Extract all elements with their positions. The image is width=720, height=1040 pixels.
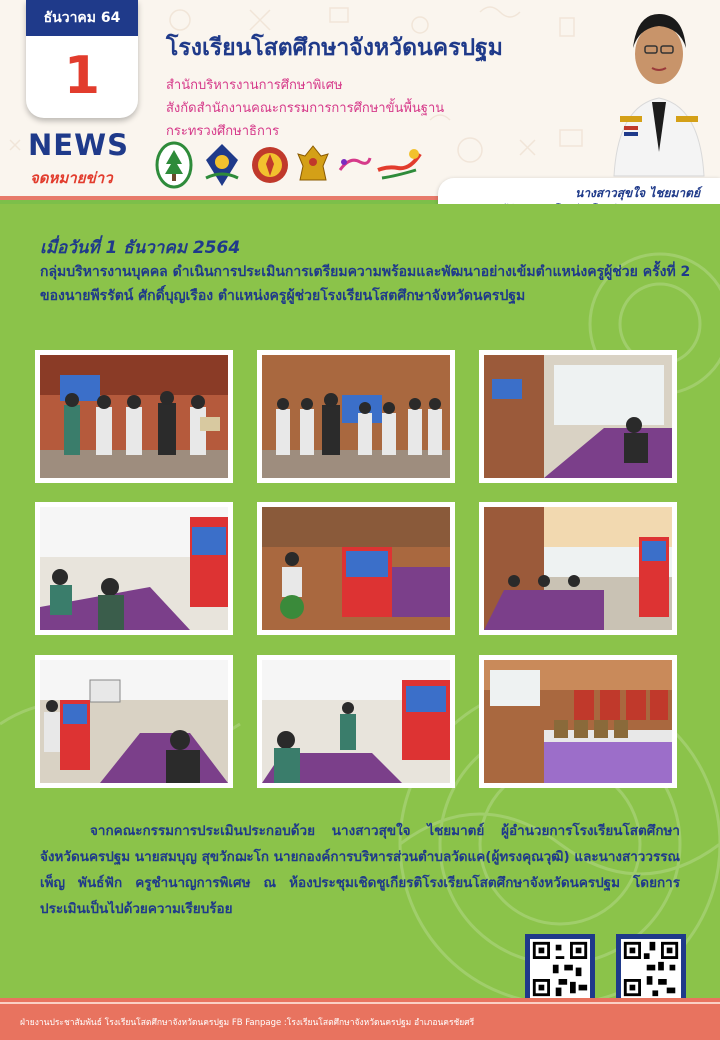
agency-line-2: สังกัดสำนักงานคณะกรรมการการศึกษาขั้นพื้นฐาน (166, 101, 445, 116)
footer-text: ฝ่ายงานประชาสัมพันธ์ โรงเรียนโสตศึกษาจังหวัดนครปฐม FB Fanpage :โรงเรียนโสตศึกษาจังหวัดนครปฐม อำเภอนครชัยศรี (20, 1018, 475, 1028)
photo-meeting-room-assessment (479, 350, 677, 483)
obec-tree-logo (154, 140, 194, 190)
month-year: ธันวาคม 64 (26, 0, 138, 36)
photo-committee-at-table (35, 502, 233, 635)
website-qr-code[interactable] (525, 934, 595, 1004)
agency-line-1: สำนักบริหารงานการศึกษาพิเศษ (166, 78, 343, 93)
photo-group-gifts (257, 350, 455, 483)
photo-committee-watching-presentation (257, 655, 455, 788)
footer (0, 998, 720, 1040)
hand-sign-logo (334, 140, 374, 190)
news-subtitle: จดหมายข่าว (30, 169, 113, 187)
director-portrait (600, 4, 718, 176)
photo-display-table-exhibits (479, 655, 677, 788)
agency-line-3: กระทรวงศึกษาธิการ (166, 124, 280, 139)
day-number: 1 (63, 46, 101, 106)
photo-group-certificates (35, 350, 233, 483)
photo-presentation-screen (257, 502, 455, 635)
footer-divider (0, 1002, 720, 1004)
slogan-logo (374, 140, 424, 190)
garuda-emblem-logo (296, 140, 330, 190)
logo-row (154, 140, 424, 192)
school-emblem-logo (200, 140, 244, 190)
school-name: โรงเรียนโสตศึกษาจังหวัดนครปฐม (166, 35, 503, 61)
article-panel (0, 204, 720, 998)
special-education-logo (250, 140, 290, 190)
director-name: นางสาวสุขใจ ไชยมาตย์ (575, 186, 700, 200)
article-headline: กลุ่มบริหารงานบุคคล ดำเนินการประเมินการเตรียมความพร้อมและพัฒนาอย่างเข้มตำแหน่งครูผู้ช่วย ครั้งที่ 2 ของนายพีรรัตน์ ศักดิ์บุญเรือง ตำแหน่งครูผู้ช่วยโรงเรียนโสตศึกษาจังหวัดนครปฐม (40, 264, 691, 304)
date-card (26, 0, 138, 118)
photo-teacher-presenting (35, 655, 233, 788)
newsletter-header (0, 0, 720, 205)
event-date: เมื่อวันที่ 1 ธันวาคม 2564 (40, 238, 241, 258)
news-title: NEWS (28, 128, 129, 162)
article-body: จากคณะกรรมการประเมินประกอบด้วย นางสาวสุขใจ ไชยมาตย์ ผู้อำนวยการโรงเรียนโสตศึกษาจังหวัดนครปฐม นายสมบุญ สุขวักฌะโก นายกองค์การบริหารส่วนตำบลวัดแค(ผู้ทรงคุณวุฒิ) และนางสาววรรณเพ็ญ พันธ์ฟัก ครูชำนาญการพิเศษ ณ ห้องประชุมเชิดชูเกียรติโรงเรียนโสตศึกษาจังหวัดนครปฐม โดยการประเมินเป็นไปด้วยความเรียบร้อย (40, 823, 680, 917)
photo-conference-room-wide (479, 502, 677, 635)
fanpage-qr-code[interactable] (616, 934, 686, 1004)
